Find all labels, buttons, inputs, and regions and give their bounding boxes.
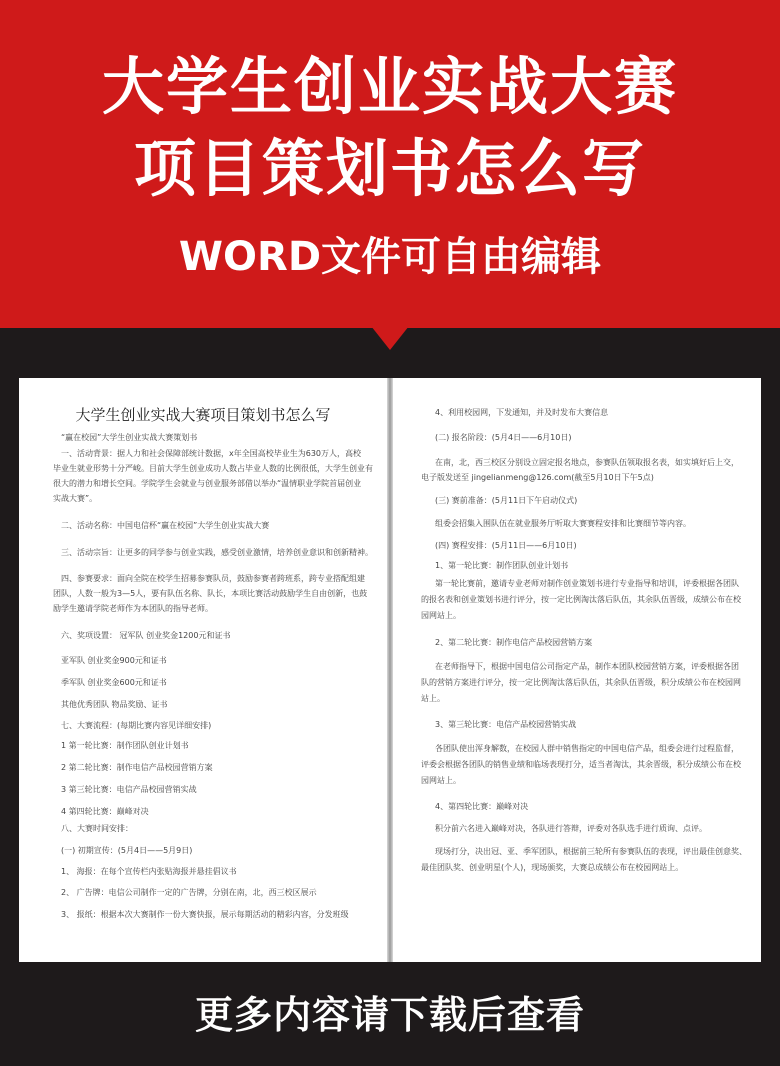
banner-pointer bbox=[371, 326, 409, 350]
document-title: 大学生创业实战大赛项目策划书怎么写 bbox=[75, 406, 331, 424]
doc-line: 站上。 bbox=[421, 694, 445, 703]
doc-line: 八、大赛时间安排： bbox=[61, 824, 133, 833]
doc-line: (四) 赛程安排：(5月11日——6月10日) bbox=[435, 541, 577, 550]
doc-line: 团队，人数一般为3—5人，要有队伍名称、队长，本项比赛活动鼓励学生自由创新，也鼓 bbox=[53, 589, 368, 598]
doc-line: 2、第二轮比赛：制作电信产品校园营销方案 bbox=[435, 638, 593, 647]
doc-line: 4、利用校园网，下发通知，并及时发布大赛信息 bbox=[435, 408, 609, 417]
doc-line: 七、大赛流程：(每期比赛内容见详细安排) bbox=[61, 721, 212, 730]
doc-line: 励学生邀请学院老师作为本团队的指导老师。 bbox=[53, 604, 213, 613]
doc-line: 3 第三轮比赛：电信产品校园营销实战 bbox=[61, 785, 197, 794]
doc-line: (二) 报名阶段：(5月4日——6月10日) bbox=[435, 433, 572, 442]
doc-line: 四、参赛要求：面向全院在校学生招募参赛队员，鼓励参赛者跨班系，跨专业搭配组建 bbox=[61, 574, 365, 583]
doc-line: 三、活动宗旨：让更多的同学参与创业实践，感受创业激情，培养创业意识和创新精神。 bbox=[61, 548, 373, 557]
doc-line: 电子版发送至 jingelianmeng@126.com(截至5月10日下午5点) bbox=[421, 473, 654, 482]
doc-line: 1、 海报：在每个宣传栏内张贴海报并悬挂倡议书 bbox=[61, 867, 237, 876]
doc-line: 各团队使出浑身解数，在校园人群中销售指定的中国电信产品，组委会进行过程监督， bbox=[435, 744, 739, 753]
doc-line: 很大的潜力和增长空间。学院学生会就业与创业服务部借以举办“温情职业学院首届创业 bbox=[53, 479, 362, 488]
doc-line: 队的营销方案进行评分，按一定比例淘汰落后队伍，其余队伍晋级，积分成绩公布在校园网 bbox=[421, 678, 741, 687]
doc-line: (一) 初期宣传：(5月4日——5月9日) bbox=[61, 846, 193, 855]
banner-subtitle: WORD文件可自由编辑 bbox=[178, 234, 602, 280]
doc-line: 组委会招集入围队伍在就业服务厅听取大赛赛程安排和比赛细节等内容。 bbox=[435, 519, 691, 528]
doc-line: 二、活动名称：中国电信杯“赢在校园”大学生创业实战大赛 bbox=[61, 521, 270, 530]
doc-line: “赢在校园”大学生创业实战大赛策划书 bbox=[61, 433, 198, 442]
doc-line: 1、第一轮比赛：制作团队创业计划书 bbox=[435, 561, 569, 570]
doc-line: 园网站上。 bbox=[421, 776, 461, 785]
doc-line: 2 第二轮比赛：制作电信产品校园营销方案 bbox=[61, 763, 213, 772]
doc-line: 最佳团队奖、创业明星(个人)，现场颁奖，大赛总成绩公布在校园网站上。 bbox=[421, 863, 684, 872]
doc-line: 1 第一轮比赛：制作团队创业计划书 bbox=[61, 741, 189, 750]
download-prompt: 更多内容请下载后查看 bbox=[194, 993, 585, 1037]
doc-line: 其他优秀团队 物品奖励、证书 bbox=[61, 700, 168, 709]
doc-line: (三) 赛前准备：(5月11日下午启动仪式) bbox=[435, 496, 578, 505]
doc-line: 的报名表和创业策划书进行评分，按一定比例淘汰落后队伍，其余队伍晋级，成绩公布在校 bbox=[421, 595, 741, 604]
doc-line: 3、第三轮比赛：电信产品校园营销实战 bbox=[435, 720, 577, 729]
doc-line: 4、第四轮比赛：巅峰对决 bbox=[435, 802, 529, 811]
doc-line: 实战大赛”。 bbox=[53, 494, 98, 503]
doc-line: 3、 报纸：根据本次大赛制作一份大赛快报，展示每期活动的精彩内容，分发班级 bbox=[61, 910, 349, 919]
document-page-left bbox=[19, 378, 387, 962]
doc-line: 积分前六名进入巅峰对决，各队进行答辩，评委对各队选手进行质询、点评。 bbox=[435, 824, 707, 833]
banner-title-line2: 项目策划书怎么写 bbox=[133, 132, 646, 205]
doc-line: 现场打分，决出冠、亚、季军团队，根据前三轮所有参赛队伍的表现，评出最佳创意奖、 bbox=[435, 847, 747, 856]
doc-line: 2、 广告牌：电信公司制作一定的广告牌，分别在南，北，西三校区展示 bbox=[61, 888, 317, 897]
doc-line: 4 第四轮比赛：巅峰对决 bbox=[61, 807, 149, 816]
doc-line: 亚军队 创业奖金900元和证书 bbox=[61, 656, 167, 665]
banner-title-line1: 大学生创业实战大赛 bbox=[101, 50, 678, 123]
doc-line: 在老师指导下，根据中国电信公司指定产品，制作本团队校园营销方案，评委根据各团 bbox=[435, 662, 739, 671]
doc-line: 季军队 创业奖金600元和证书 bbox=[61, 678, 167, 687]
doc-line: 六、奖项设置： 冠军队 创业奖金1200元和证书 bbox=[61, 631, 231, 640]
doc-line: 毕业生就业形势十分严峻。目前大学生创业成功人数占毕业人数的比例很低，大学生创业有 bbox=[53, 464, 373, 473]
document-page-right bbox=[393, 378, 761, 962]
doc-line: 第一轮比赛前，邀请专业老师对制作创业策划书进行专业指导和培训，评委根据各团队 bbox=[435, 579, 739, 588]
title-banner bbox=[0, 0, 780, 328]
doc-line: 在南，北，西三校区分别设立固定报名地点，参赛队伍领取报名表，如实填好后上交， bbox=[435, 458, 739, 467]
doc-line: 评委会根据各团队的销售业绩和临场表现打分，适当者淘汰，其余晋级，积分成绩公布在校 bbox=[421, 760, 741, 769]
doc-line: 园网站上。 bbox=[421, 611, 461, 620]
doc-line: 一、活动背景：据人力和社会保障部统计数据，x年全国高校毕业生为630万人，高校 bbox=[61, 449, 362, 458]
